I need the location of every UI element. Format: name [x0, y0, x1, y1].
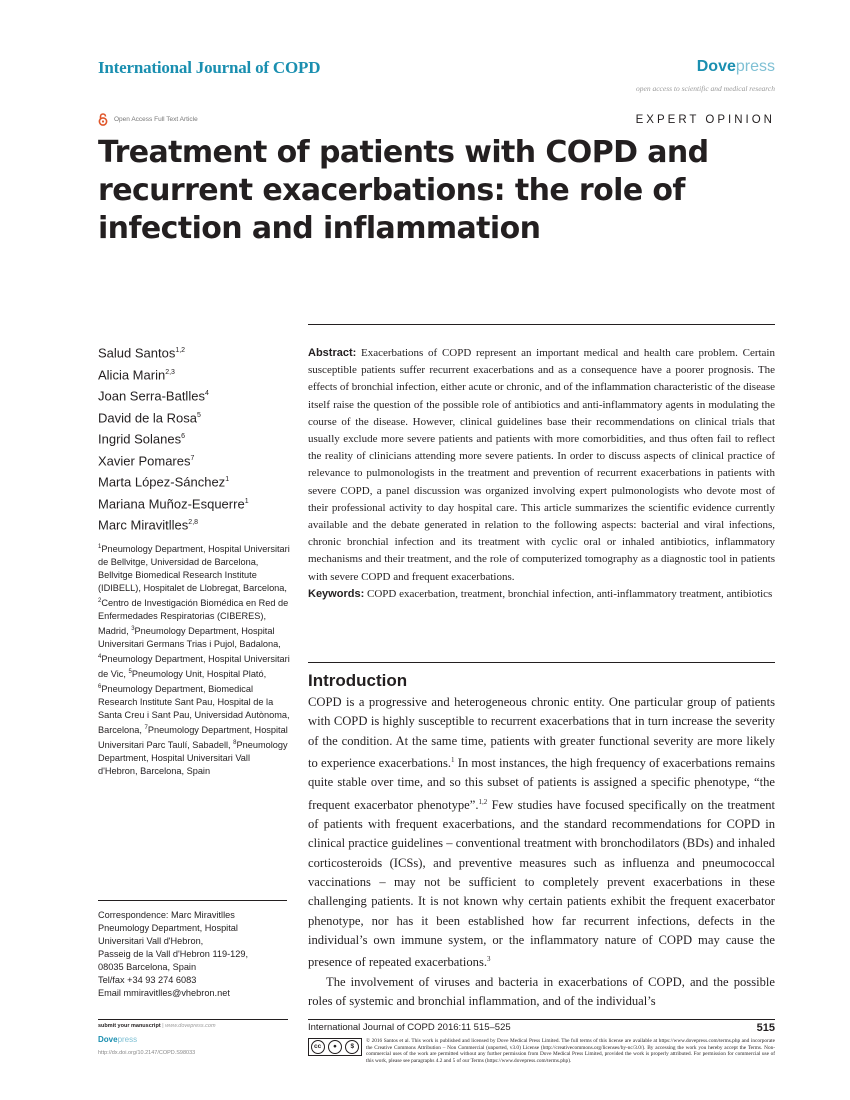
- by-icon: ●: [328, 1040, 342, 1054]
- footer-left: [98, 1019, 288, 1056]
- article-type: EXPERT OPINION: [635, 114, 775, 126]
- author: Alicia Marin$^{2,3}$: [98, 366, 175, 382]
- author: Marta López-Sánchez$^1$: [98, 474, 230, 490]
- publisher-tagline: open access to scientific and medical research: [636, 84, 775, 93]
- author-column: [98, 341, 290, 778]
- affiliations: $^1$Pneumology Department, Hospital Universitari de Bellvitge, Universidad de Barcelona, Bellvitge Biomedical Research Institute (IDIBELL), Hospitalet de Llobregat, Barcelona, $^2$Centro de Investigación Biomédica en Red de Enfermedades Respiratorias (CIBERES), Madrid, $^3$Pneumology Department, Hospital Universitari Germans Trias i Pujol, Badalona, $^4$Pneumology Department, Hospital Universitari de Vic, $^5$Pneumology Unit, Hospital Plató, $^6$Pneumology Department, Biomedical Research Institute Sant Pau, Hospital de la Santa Creu i Sant Pau, Universidad Autònoma, Barcelona, $^7$Pneumology Department, Hospital Universitari Parc Taulí, Sabadell, $^8$Pneumology Department, Hospital Universitari Vall d'Hebron, Barcelona, Spain: [98, 543, 290, 777]
- nc-icon: $: [345, 1040, 359, 1054]
- author: Ingrid Solanes$^6$: [98, 431, 186, 447]
- correspondence: Correspondence: Marc Miravitlles Pneumology Department, Hospital Universitari Vall d'Hebron, Passeig de la Vall d'Hebron 119-129, 08035 Barcelona, Spain Tel/fax +34 93 274 6083 Email mmiravitlles@vhebron.net: [98, 909, 290, 1000]
- author: David de la Rosa$^5$: [98, 409, 201, 425]
- brand-light: press: [735, 58, 775, 75]
- abstract: Abstract: Exacerbations of COPD represent an important medical and health care problem. Certain susceptible patients suffer recurrent exacerbations and as a consequence have a poorer prognosis. The effects of bronchial infection, either acute or chronic, and of the inflammation characteristic of the disease itself raise the question of the possible role of antibiotics and anti-inflammatory agents in modulating the course of the disease. However, clinical guidelines base their recommendations on clinical trials that usually exclude more severe patients and patients with more comorbidities, and thus often fail to reflect the reality of clinicians attending more severe patients. In order to discuss aspects of clinical practice of relevance to pulmonologists in the treatment and prevention of recurrent exacerbations in patients with severe COPD, a panel discussion was organized involving expert pulmonologists who devote most of their professional activity to day hospital care. This article summarizes the scientific evidence currently available and the debate generated in relation to the following aspects: bacterial and viral infections, chronic bronchial infection and its treatment with cyclic oral or inhaled antibiotics, inflammatory mechanisms and their treatment, and the role of computerized tomography as a diagnostic tool in patients with severe COPD and frequent exacerbations.: [308, 347, 775, 583]
- author: Xavier Pomares$^7$: [98, 452, 195, 468]
- citation-row: [308, 1019, 775, 1034]
- footer-right: [308, 1019, 775, 1064]
- correspondence-email[interactable]: Email mmiravitlles@vhebron.net: [98, 988, 230, 998]
- author: Mariana Muñoz-Esquerre$^1$: [98, 496, 249, 512]
- publisher-logo-small: Dovepress: [98, 1035, 138, 1044]
- keywords: Keywords: COPD exacerbation, treatment, bronchial infection, anti-inflammatory treatment, antibiotics: [308, 587, 773, 600]
- section-heading: Introduction: [308, 671, 408, 690]
- brand-bold: Dove: [696, 58, 736, 75]
- author: Marc Miravitlles$^{2,8}$: [98, 517, 199, 533]
- divider: [308, 324, 775, 325]
- paragraph: The involvement of viruses and bacteria in exacerbations of COPD, and the possible roles of systemic and bronchial inflammation, and of the individual’s: [308, 974, 775, 1009]
- paragraph: COPD is a progressive and heterogeneous chronic entity. One particular group of patients with COPD is highly susceptible to recurrent exacerbations that in turn increase the severity of the condition. At the same time, patients with greater functional severity are more likely to experience exacerbations.$^1$ In most instances, the high frequency of exacerbations remains quite stable over time, and so this subset of patients is assigned a specific phenotype, “the frequent exacerbator phenotype”.$^{1,2}$ Few studies have focused specifically on the treatment of patients with frequent exacerbations, and the standard recommendations for COPD in clinical practice guidelines – conventional treatment with bronchodilators (BDs) and inhaled corticosteroids (ICSs), and preventive measures such as influenza and pneumococcal vaccinations – may not be sufficient to completely prevent exacerbations in these challenging patients. It is not known why certain patients exhibit the frequent exacerbator phenotype, nor has it been established how far recurrent infections, defects in the individual’s own immune system, or the inflammatory nature of COPD may cause the presence of repeated exacerbations.$^3$: [308, 695, 775, 970]
- article-title: Treatment of patients with COPD and recurrent exacerbations: the role of infection and inflammation: [98, 135, 709, 246]
- cc-icon: cc: [311, 1040, 325, 1054]
- introduction-body: [308, 693, 775, 1011]
- creative-commons-icon[interactable]: [308, 1038, 362, 1056]
- license-text: © 2016 Santos et al. This work is published and licensed by Dove Medical Press Limited. The full terms of this license are available at https://www.dovepress.com/terms.php and incorporate the Creative Commons Attribution – Non Commercial (unported, v3.0) License (http://creativecommons.org/licenses/by-nc/3.0/). By accessing the work you hereby accept the Terms. Non-commercial uses of the work are permitted without any further permission from Dove Medical Press Limited, provided the work is properly attributed. For permission for commercial use of this work, please see paragraphs 4.2 and 5 of our Terms (https://www.dovepress.com/terms.php).: [366, 1038, 775, 1064]
- journal-name: International Journal of COPD: [98, 58, 321, 77]
- open-access-label: Open Access Full Text Article: [114, 116, 198, 123]
- citation: International Journal of COPD 2016:11 515–525: [308, 1022, 511, 1033]
- open-access-icon: [98, 113, 108, 126]
- author: Salud Santos$^{1,2}$: [98, 345, 186, 361]
- license-block: [308, 1038, 775, 1064]
- doi-link[interactable]: http://dx.doi.org/10.2147/COPD.S98033: [98, 1050, 196, 1056]
- divider: [98, 1019, 288, 1020]
- submit-link[interactable]: submit your manuscript | www.dovepress.com: [98, 1023, 216, 1029]
- author: Joan Serra-Batlles$^4$: [98, 388, 209, 404]
- publisher-logo[interactable]: [697, 58, 775, 76]
- open-access-badge: [98, 113, 198, 126]
- divider: [308, 662, 775, 663]
- divider: [98, 900, 287, 901]
- author-list: [98, 341, 290, 535]
- abstract-section: [308, 324, 775, 603]
- page-number: 515: [756, 1022, 775, 1034]
